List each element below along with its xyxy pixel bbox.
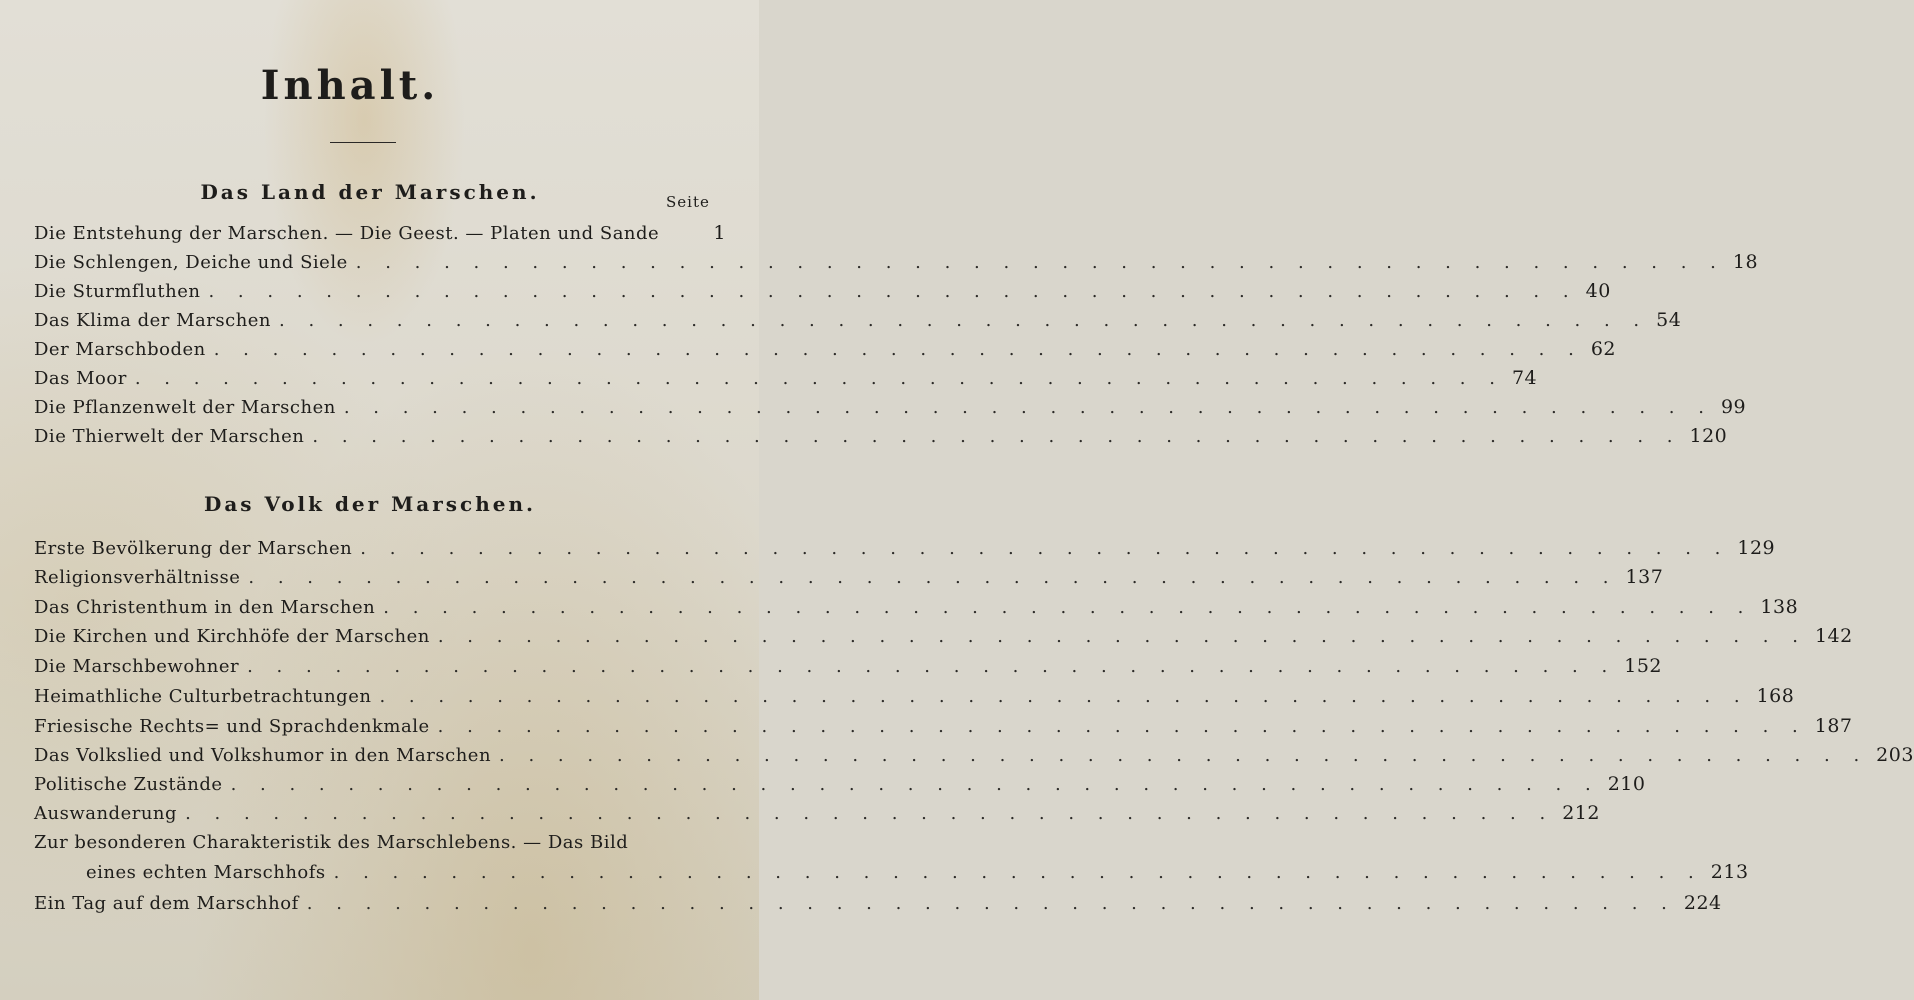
toc-leader: . . . . . . . . . . . . . . . . . . . . . . . . . . . . . . . . . . . . . . . . . . . . . . .: [333, 862, 1703, 883]
toc-entry-page: 74: [1511, 367, 1538, 389]
toc-leader: . . . . . . . . . . . . . . . . . . . . . . . . . . . . . . . . . . . . . . . . . . . . . . .: [185, 803, 1555, 824]
toc-entry: [34, 802, 1600, 830]
toc-entry-continuation: [86, 861, 1749, 889]
toc-entry-page: 213: [1710, 861, 1749, 883]
toc-entry-page: 99: [1720, 396, 1747, 418]
toc-entry: [34, 251, 1759, 279]
toc-entry-label: Auswanderung: [34, 803, 178, 824]
toc-entry-page: 224: [1683, 892, 1722, 914]
toc-entry-page: 142: [1814, 625, 1853, 647]
toc-entry-page: 18: [1732, 251, 1759, 273]
page-title: Inhalt.: [260, 62, 440, 109]
toc-entry-page: 129: [1737, 537, 1776, 559]
toc-leader: . . . . . . . . . . . . . . . . . . . . . . . . . . . . . . . . . . . . . . . . . . . . . . .: [213, 339, 1583, 360]
title-divider: [330, 142, 396, 143]
toc-entry-label: Die Schlengen, Deiche und Siele: [34, 252, 348, 273]
toc-leader: . . . . . . . . . . . . . . . . . . . . . . . . . . . . . . . . . . . . . . . . . . . . . . .: [208, 281, 1578, 302]
toc-leader: . . . . . . . . . . . . . . . . . . . . . . . . . . . . . . . . . . . . . . . . . . . . . . .: [437, 626, 1807, 647]
section-heading-volk: Das Volk der Marschen.: [203, 492, 536, 516]
toc-entry-label: Religionsverhältnisse: [34, 567, 241, 588]
toc-entry: [34, 685, 1795, 713]
toc-entry-label: Das Volkslied und Volkshumor in den Marschen: [34, 745, 492, 766]
toc-entry-label: Die Thierwelt der Marschen: [34, 426, 305, 447]
toc-entry: [34, 566, 1664, 594]
toc-entry-page: 137: [1625, 566, 1664, 588]
toc-entry: [34, 338, 1617, 366]
toc-entry-label: Das Klima der Marschen: [34, 310, 272, 331]
section-heading-land: Das Land der Marschen.: [200, 180, 540, 204]
toc-leader: . . . . . . . . . . . . . . . . . . . . . . . . . . . . . . . . . . . . . . . . . . . . . . .: [312, 426, 1682, 447]
toc-entry-page: 212: [1562, 802, 1600, 824]
toc-leader: . . . . . . . . . . . . . . . . . . . . . . . . . . . . . . . . . . . . . . . . . . . . . . .: [279, 310, 1649, 331]
toc-leader: . . . . . . . . . . . . . . . . . . . . . . . . . . . . . . . . . . . . . . . . . . . . . . .: [134, 368, 1504, 389]
toc-leader: . . . . . . . . . . . . . . . . . . . . . . . . . . . . . . . . . . . . . . . . . . . . . . .: [355, 252, 1725, 273]
page-column-label: Seite: [666, 193, 710, 211]
toc-leader: . . . . . . . . . . . . . . . . . . . . . . . . . . . . . . . . . . . . . . . . . . . . . . .: [360, 538, 1730, 559]
toc-leader: . . . . . . . . . . . . . . . . . . . . . . . . . . . . . . . . . . . . . . . . . . . . . . .: [383, 597, 1753, 618]
toc-leader: . . . . . . . . . . . . . . . . . . . . . . . . . . . . . . . . . . . . . . . . . . . . . . .: [247, 656, 1617, 677]
toc-leader: . . . . . . . . . . . . . . . . . . . . . . . . . . . . . . . . . . . . . . . . . . . . . . .: [343, 397, 1713, 418]
toc-entry: [34, 396, 1747, 424]
toc-entry: [34, 425, 1728, 453]
toc-leader: . . . . . . . . . . . . . . . . . . . . . . . . . . . . . . . . . . . . . . . . . . . . . . .: [230, 774, 1600, 795]
toc-entry: [34, 832, 726, 860]
toc-entry-label: Das Moor: [34, 368, 127, 389]
toc-entry-page: 1: [713, 222, 726, 244]
toc-entry: [34, 655, 1662, 683]
toc-entry: [34, 715, 1853, 743]
toc-entry: [34, 309, 1682, 337]
toc-entry-label: Ein Tag auf dem Marschhof: [34, 893, 299, 914]
toc-entry-label: Das Christenthum in den Marschen: [34, 597, 376, 618]
toc-entry-page: 187: [1814, 715, 1853, 737]
toc-entry-label: Die Kirchen und Kirchhöfe der Marschen: [34, 626, 430, 647]
toc-entry: [34, 596, 1799, 624]
toc-entry-label: Die Marschbewohner: [34, 656, 240, 677]
toc-entry-label: Zur besonderen Charakteristik des Marschlebens. — Das Bild: [34, 832, 629, 853]
toc-leader: . . . . . . . . . . . . . . . . . . . . . . . . . . . . . . . . . . . . . . . . . . . . . . .: [379, 686, 1749, 707]
toc-leader: . . . . . . . . . . . . . . . . . . . . . . . . . . . . . . . . . . . . . . . . . . . . . . .: [306, 893, 1676, 914]
toc-leader: . . . . . . . . . . . . . . . . . . . . . . . . . . . . . . . . . . . . . . . . . . . . . . .: [499, 745, 1869, 766]
toc-entry: [34, 280, 1611, 308]
toc-entry-page: 138: [1760, 596, 1799, 618]
toc-entry-page: 168: [1756, 685, 1795, 707]
toc-entry: [34, 222, 726, 250]
toc-entry-page: 120: [1689, 425, 1728, 447]
toc-entry-label: Friesische Rechts= und Sprachdenkmale: [34, 716, 430, 737]
toc-entry-label: Die Pflanzenwelt der Marschen: [34, 397, 336, 418]
toc-entry-label: Politische Zustände: [34, 774, 223, 795]
toc-entry-label: Der Marschboden: [34, 339, 206, 360]
toc-entry-page: 210: [1607, 773, 1646, 795]
toc-entry-page: 62: [1590, 338, 1617, 360]
toc-entry: [34, 537, 1776, 565]
toc-entry-page: 203: [1876, 744, 1914, 766]
toc-entry-page: 152: [1624, 655, 1662, 677]
toc-entry: [34, 367, 1538, 395]
toc-leader: . . . . . . . . . . . . . . . . . . . . . . . . . . . . . . . . . . . . . . . . . . . . . . .: [248, 567, 1618, 588]
toc-entry-page: 54: [1656, 309, 1682, 331]
toc-entry: [34, 892, 1722, 920]
toc-entry: [34, 744, 1914, 772]
toc-entry-label: Die Sturmfluthen: [34, 281, 201, 302]
toc-entry: [34, 625, 1853, 653]
toc-entry-label-continued: eines echten Marschhofs: [86, 862, 326, 883]
toc-entry-label: Heimathliche Culturbetrachtungen: [34, 686, 372, 707]
toc-leader: . . . . . . . . . . . . . . . . . . . . . . . . . . . . . . . . . . . . . . . . . . . . . . .: [437, 716, 1807, 737]
toc-entry-label: Erste Bevölkerung der Marschen: [34, 538, 353, 559]
toc-entry-page: 40: [1585, 280, 1611, 302]
toc-entry: [34, 773, 1646, 801]
toc-entry-label: Die Entstehung der Marschen. — Die Geest. — Platen und Sande: [34, 223, 660, 244]
